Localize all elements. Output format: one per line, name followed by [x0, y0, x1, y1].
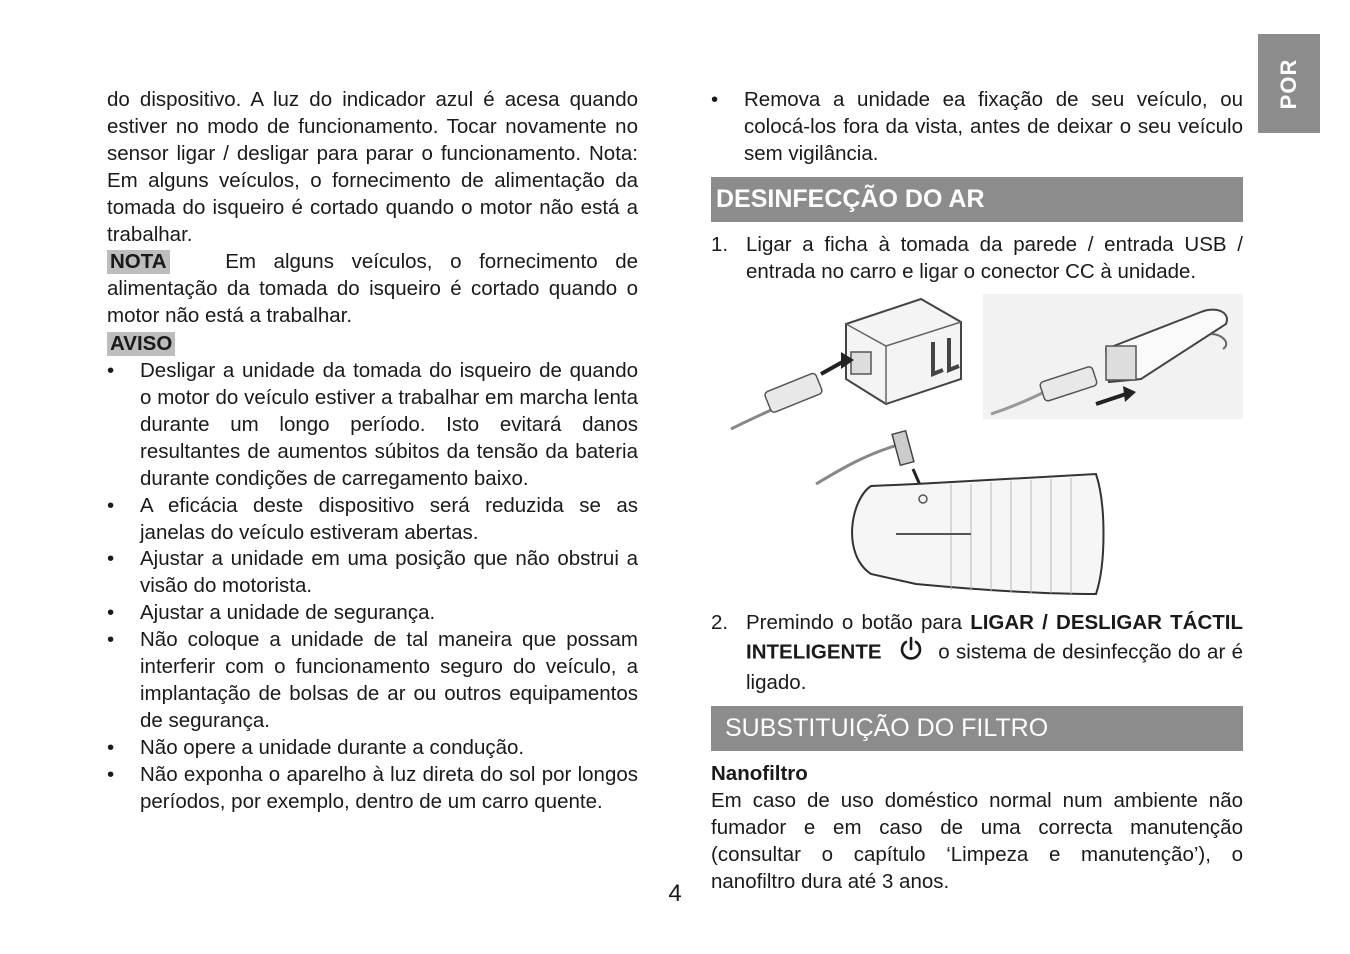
step-number: 2. [711, 610, 729, 634]
list-item: • Não coloque a unidade de tal maneira que possam interferir com o funcionamento seguro do veículo, a implantação de bolsas de ar ou outros equipamentos de segurança. [107, 627, 638, 735]
power-icon [898, 636, 924, 670]
step-number: 1. [711, 232, 729, 256]
connection-illustration-svg [711, 294, 1243, 604]
page-number: 4 [668, 880, 682, 907]
list-item: • A eficácia deste dispositivo será reduzida se as janelas do veículo estiveram abertas. [107, 493, 638, 547]
connection-illustration [711, 294, 1243, 604]
language-tab-label: POR [1276, 58, 1301, 109]
language-tab [1258, 34, 1320, 133]
aviso-label: AVISO [107, 332, 175, 356]
list-item: • Ajustar a unidade em uma posição que não obstrui a visão do motorista. [107, 546, 638, 600]
aviso-block [107, 330, 638, 358]
nota-block [107, 248, 638, 330]
list-item: • Ajustar a unidade de segurança. [107, 600, 638, 627]
list-item: • Remova a unidade ea fixação de seu veículo, ou colocá-los fora da vista, antes de deixar o seu veículo sem vigilância. [711, 87, 1243, 168]
step-text: Ligar a ficha à tomada da parede / entrada USB / entrada no carro e ligar o conector CC à unidade. [746, 232, 1243, 283]
list-item: • Não exponha o aparelho à luz direta do sol por longos períodos, por exemplo, dentro de um carro quente. [107, 762, 638, 816]
step-text-bold: LIGAR / DESLIGAR TÁCTIL INTELIGENTE [746, 610, 1243, 664]
top-bullet-list [711, 87, 1243, 168]
usb-car-adapter-illustration [983, 294, 1243, 419]
sub-heading: Nanofiltro [711, 762, 808, 786]
list-item: • Não opere a unidade durante a condução. [107, 735, 638, 762]
step-1 [711, 232, 1243, 286]
section-title-substituicao: SUBSTITUIÇÃO DO FILTRO [711, 706, 1243, 751]
right-column [711, 87, 1243, 896]
nota-label: NOTA [107, 250, 170, 274]
intro-paragraph: do dispositivo. A luz do indicador azul é acesa quando estiver no modo de funcionamento. Tocar novamente no sensor ligar / desligar para parar o funcionamento. Nota: Em alguns veículos, o fornecimento de alimentação da tomada do isqueiro é cortado quando o motor não está a trabalhar. [107, 88, 638, 246]
step-text-post: o sistema de desinfecção do ar é ligado. [746, 640, 1244, 695]
section-title-desinfeccao: DESINFECÇÃO DO AR [711, 177, 1243, 222]
air-purifier-unit-illustration [816, 430, 1104, 593]
nota-text: Em alguns veículos, o fornecimento de alimentação da tomada do isqueiro é cortado quando o motor não está a trabalhar. [107, 250, 639, 328]
left-column [107, 87, 638, 815]
filter-paragraph: Em caso de uso doméstico normal num ambiente não fumador e em caso de uma correcta manutenção (consultar o capítulo ‘Limpeza e manutenção’), o nanofiltro dura até 3 anos. [711, 789, 1243, 893]
list-item: • Desligar a unidade da tomada do isqueiro de quando o motor do veículo estiver a trabalhar em marcha lenta durante um longo período. Isto evitará danos resultantes de aumentos súbitos da tensão da bateria durante condições de carregamento baixo. [107, 358, 638, 493]
step-2 [711, 610, 1243, 698]
step-text-pre: Premindo o botão para [746, 610, 962, 634]
usb-wall-adapter-illustration [731, 299, 961, 429]
warning-list [107, 358, 638, 815]
